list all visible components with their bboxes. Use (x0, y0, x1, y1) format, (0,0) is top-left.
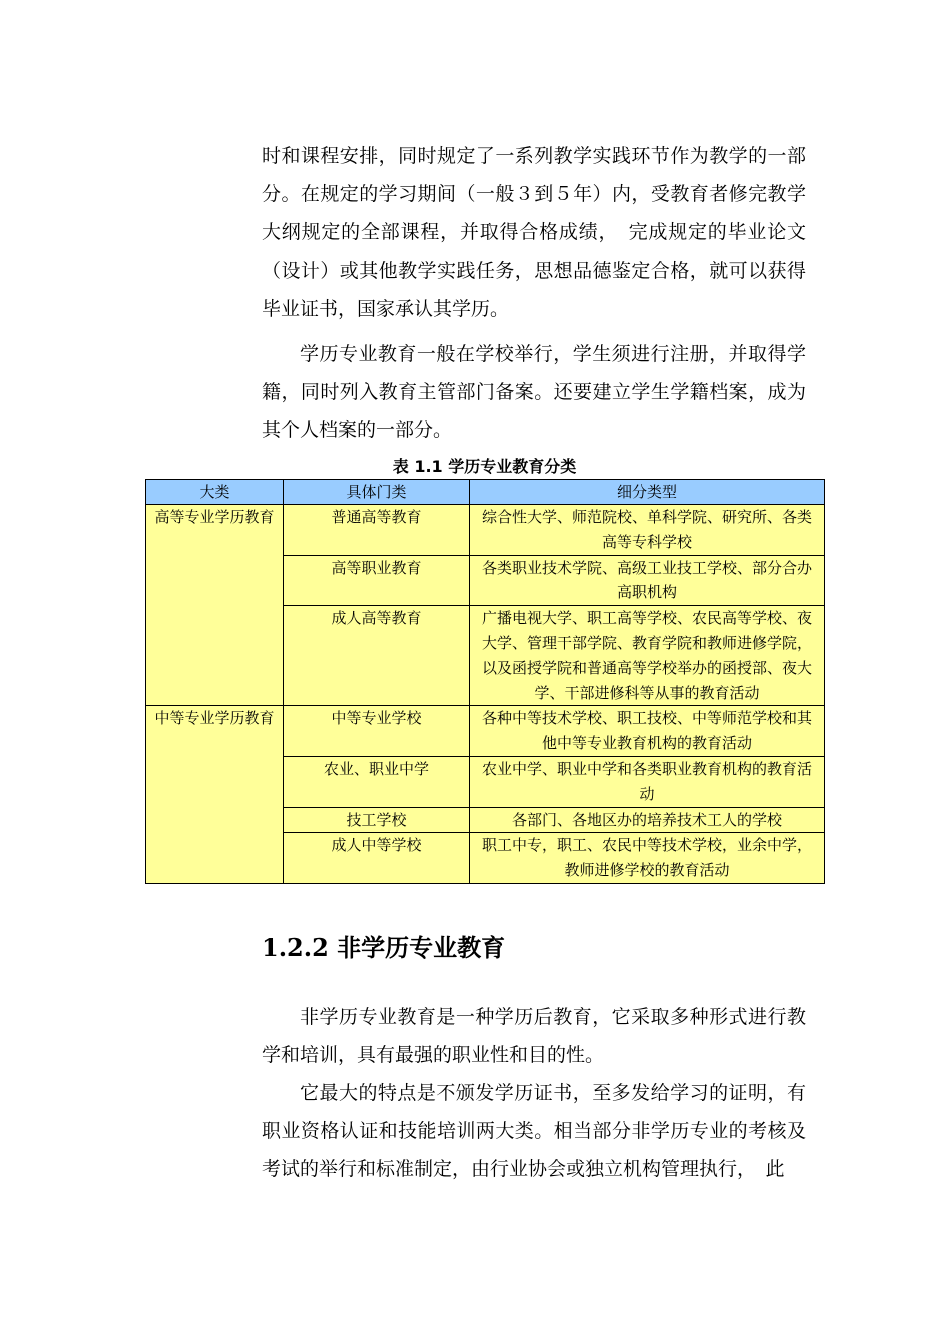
section-heading: 1.2.2 非学历专业教育 (262, 933, 506, 962)
body-paragraph: 学历专业教育一般在学校举行，学生须进行注册，并取得学籍，同时列入教育主管部门备案。还要建立学生学籍档案，成为其个人档案的一部分。 (262, 343, 806, 442)
education-classification-table (145, 479, 825, 884)
type-cell: 农业、职业中学 (284, 756, 470, 807)
category-cell: 中等专业学历教育 (146, 706, 284, 884)
detail-cell: 职工中专，职工、农民中等技术学校，业余中学，教师进修学校的教育活动 (470, 833, 825, 884)
detail-cell: 农业中学、职业中学和各类职业教育机构的教育活动 (470, 756, 825, 807)
type-cell: 普通高等教育 (284, 505, 470, 556)
type-cell: 成人高等教育 (284, 606, 470, 706)
type-cell: 成人中等学校 (284, 833, 470, 884)
body-paragraph: 它最大的特点是不颁发学历证书，至多发给学习的证明，有职业资格认证和技能培训两大类。相当部分非学历专业的考核及考试的举行和标准制定，由行业协会或独立机构管理执行， 此 (262, 1082, 806, 1181)
type-cell: 高等职业教育 (284, 555, 470, 606)
table-header-row (146, 480, 825, 505)
table-caption: 表 1.1 学历专业教育分类 (392, 457, 577, 476)
column-header-category: 大类 (146, 480, 284, 505)
detail-cell: 广播电视大学、职工高等学校、农民高等学校、夜大学、管理干部学院、教育学院和教师进修学院，以及函授学院和普通高等学校举办的函授部、夜大学、干部进修科等从事的教育活动 (470, 606, 825, 706)
detail-cell: 综合性大学、师范院校、单科学院、研究所、各类高等专科学校 (470, 505, 825, 556)
column-header-type: 具体门类 (284, 480, 470, 505)
body-paragraph: 时和课程安排，同时规定了一系列教学实践环节作为教学的一部分。在规定的学习期间（一般３到５年）内，受教育者修完教学大纲规定的全部课程，并取得合格成绩， 完成规定的毕业论文（设计）或其他教学实践任务，思想品德鉴定合格，就可以获得毕业证书，国家承认其学历。 (262, 145, 806, 320)
category-cell: 高等专业学历教育 (146, 505, 284, 706)
body-paragraph: 非学历专业教育是一种学历后教育，它采取多种形式进行教学和培训，具有最强的职业性和目的性。 (262, 1006, 806, 1067)
column-header-detail: 细分类型 (470, 480, 825, 505)
type-cell: 技工学校 (284, 807, 470, 833)
detail-cell: 各种中等技术学校、职工技校、中等师范学校和其他中等专业教育机构的教育活动 (470, 706, 825, 757)
detail-cell: 各类职业技术学院、高级工业技工学校、部分合办高职机构 (470, 555, 825, 606)
type-cell: 中等专业学校 (284, 706, 470, 757)
table-row (146, 706, 825, 757)
table-row (146, 505, 825, 556)
detail-cell: 各部门、各地区办的培养技术工人的学校 (470, 807, 825, 833)
